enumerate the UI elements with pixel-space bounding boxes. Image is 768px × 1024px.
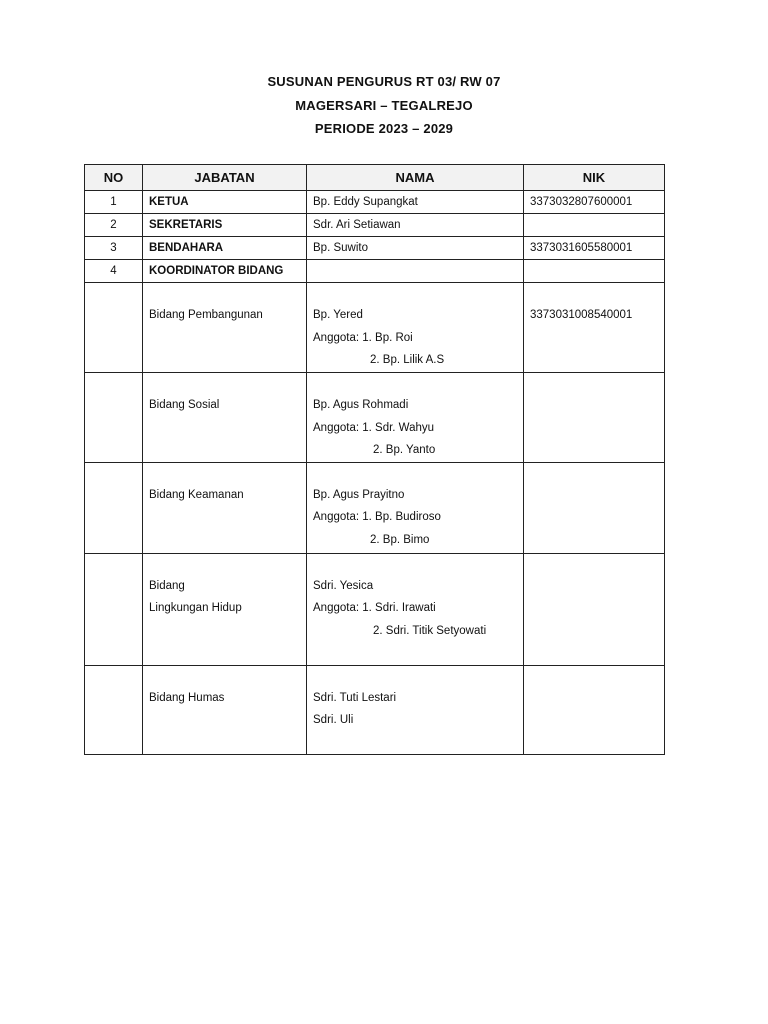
cell-nama — [307, 553, 524, 665]
cell-jabatan — [143, 373, 307, 463]
bidang-ketua: Bp. Agus Rohmadi — [313, 399, 409, 411]
cell-no: 4 — [85, 260, 143, 283]
bidang-name: Bidang Pembangunan — [149, 309, 263, 321]
cell-no: 1 — [85, 191, 143, 214]
bidang-name: Bidang Humas — [149, 691, 225, 704]
cell-no — [85, 373, 143, 463]
pengurus-table — [84, 164, 665, 755]
bidang-name: Bidang Sosial — [149, 399, 220, 411]
cell-nama: Bp. Eddy Supangkat — [307, 191, 524, 214]
bidang-name-line-2: Lingkungan Hidup — [149, 602, 242, 614]
bidang-ketua: Bp. Yered — [313, 309, 363, 321]
title-line-3: PERIODE 2023 – 2029 — [314, 121, 454, 136]
bidang-ketua: Bp. Agus Prayitno — [313, 488, 405, 501]
table-row-bidang — [85, 373, 665, 463]
cell-jabatan — [143, 553, 307, 665]
cell-jabatan: BENDAHARA — [143, 237, 307, 260]
cell-nik — [524, 214, 665, 237]
bidang-anggota-2: 2. Sdri. Titik Setyowati — [373, 624, 487, 637]
cell-nama — [307, 665, 524, 754]
cell-nama: Sdr. Ari Setiawan — [307, 214, 524, 237]
cell-jabatan: KOORDINATOR BIDANG — [143, 260, 307, 283]
table-header-row — [85, 165, 665, 191]
cell-nik — [524, 665, 665, 754]
cell-nik — [524, 553, 665, 665]
table-row-bidang — [85, 462, 665, 553]
cell-no — [85, 283, 143, 373]
table-row-bidang — [85, 553, 665, 665]
cell-nik: 3373031605580001 — [524, 237, 665, 260]
cell-nama: Bp. Suwito — [307, 237, 524, 260]
cell-jabatan: SEKRETARIS — [143, 214, 307, 237]
column-header-nik: NIK — [524, 165, 665, 191]
cell-jabatan — [143, 665, 307, 754]
table-row-bidang — [85, 665, 665, 754]
cell-jabatan — [143, 462, 307, 553]
title-line-2: MAGERSARI – TEGALREJO — [295, 97, 473, 113]
cell-nama — [307, 260, 524, 283]
document-title — [0, 70, 768, 141]
bidang-ketua: Sdri. Yesica — [313, 579, 374, 592]
cell-nik — [524, 373, 665, 463]
bidang-anggota-1: Sdri. Uli — [313, 714, 354, 726]
cell-no: 2 — [85, 214, 143, 237]
cell-nik — [524, 283, 665, 373]
column-header-nama: NAMA — [307, 165, 524, 191]
cell-nik: 3373032807600001 — [524, 191, 665, 214]
column-header-jabatan: JABATAN — [143, 165, 307, 191]
cell-no — [85, 462, 143, 553]
cell-nama — [307, 283, 524, 373]
table-row — [85, 214, 665, 237]
cell-jabatan — [143, 283, 307, 373]
bidang-anggota-1: Anggota: 1. Sdr. Wahyu — [313, 421, 435, 434]
bidang-anggota-1: Anggota: 1. Sdri. Irawati — [313, 602, 436, 614]
table-row — [85, 260, 665, 283]
cell-nama — [307, 462, 524, 553]
bidang-ketua: Sdri. Tuti Lestari — [313, 691, 397, 704]
title-line-1: SUSUNAN PENGURUS RT 03/ RW 07 — [267, 74, 501, 89]
bidang-anggota-1: Anggota: 1. Bp. Budiroso — [313, 511, 441, 523]
column-header-no: NO — [85, 165, 143, 191]
bidang-anggota-2: 2. Bp. Bimo — [370, 533, 430, 546]
bidang-anggota-2: 2. Bp. Yanto — [373, 444, 436, 456]
cell-nik — [524, 260, 665, 283]
table-row — [85, 237, 665, 260]
bidang-name: Bidang Keamanan — [149, 488, 244, 501]
bidang-nik: 3373031008540001 — [530, 309, 633, 321]
cell-no: 3 — [85, 237, 143, 260]
cell-jabatan: KETUA — [143, 191, 307, 214]
table-row — [85, 191, 665, 214]
cell-nama — [307, 373, 524, 463]
cell-nik — [524, 462, 665, 553]
bidang-name-line-1: Bidang — [149, 579, 185, 592]
cell-no — [85, 553, 143, 665]
bidang-anggota-2: 2. Bp. Lilik A.S — [370, 354, 445, 366]
cell-no — [85, 665, 143, 754]
bidang-anggota-1: Anggota: 1. Bp. Roi — [313, 331, 413, 344]
table-row-bidang — [85, 283, 665, 373]
